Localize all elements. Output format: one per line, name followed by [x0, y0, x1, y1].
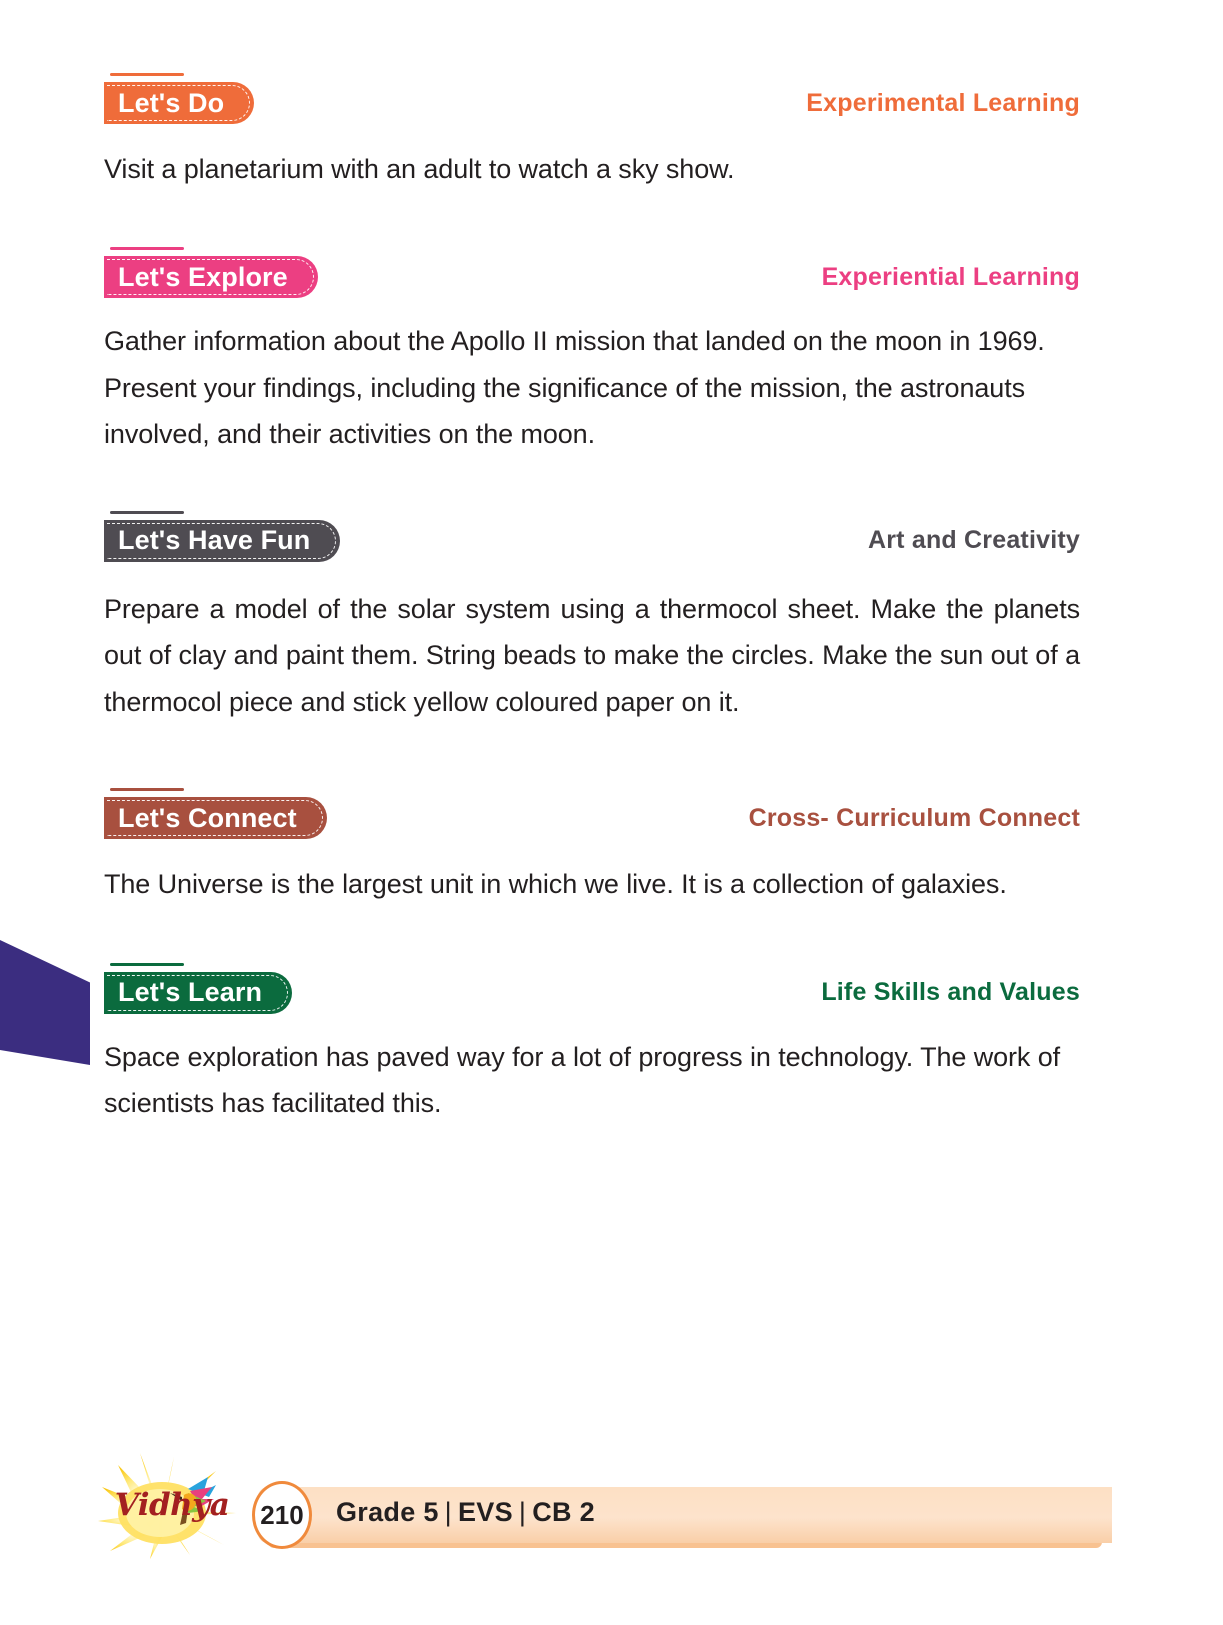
badge-lets-do[interactable] — [104, 82, 254, 124]
badge-tick-icon — [110, 963, 184, 966]
category-label-lets-explore: Experiential Learning — [821, 262, 1080, 291]
section-header — [104, 968, 1080, 1018]
page-number: 210 — [252, 1481, 312, 1549]
body-text-lets-explore: Gather information about the Apollo II mission that landed on the moon in 1969. Present your findings, including the significance of the mission, the astronauts involved, and their activities on the moon. — [104, 326, 1045, 450]
vidhya-logo — [96, 1451, 248, 1559]
section-lets-do — [104, 78, 1080, 192]
section-header — [104, 78, 1080, 128]
category-label-lets-have-fun: Art and Creativity — [868, 526, 1080, 555]
section-lets-explore — [104, 252, 1080, 457]
category-label-lets-learn: Life Skills and Values — [821, 978, 1080, 1006]
badge-tick-icon — [110, 247, 184, 250]
category-label-lets-connect: Cross- Curriculum Connect — [748, 803, 1080, 832]
footer-separator-2: | — [518, 1497, 527, 1527]
badge-pill — [104, 972, 292, 1014]
section-header — [104, 252, 1080, 302]
badge-tick-icon — [110, 73, 184, 76]
badge-lets-explore[interactable] — [104, 256, 318, 298]
badge-lets-connect[interactable] — [104, 797, 327, 839]
section-lets-have-fun — [104, 516, 1080, 725]
badge-lets-have-fun[interactable] — [104, 520, 340, 562]
badge-label: Let's Connect — [118, 802, 297, 833]
section-lets-connect — [104, 793, 1080, 907]
footer-grade: Grade 5 — [336, 1497, 439, 1527]
page-content — [104, 0, 1080, 1126]
badge-label: Let's Do — [118, 87, 225, 118]
footer-subject: EVS — [457, 1497, 513, 1527]
badge-lets-learn[interactable] — [104, 972, 292, 1014]
badge-pill — [104, 82, 254, 124]
page-footer — [0, 1449, 1223, 1559]
body-text-lets-have-fun: Prepare a model of the solar system using a thermocol sheet. Make the planets out of clay and paint them. String beads to make the circles. Make the sun out of a thermocol piece and stick yellow coloured paper on it. — [104, 593, 1080, 717]
footer-book: CB 2 — [532, 1497, 595, 1527]
logo-wordmark: Vidhya — [114, 1487, 230, 1523]
badge-pill — [104, 520, 340, 562]
body-text-lets-learn: Space exploration has paved way for a lot of progress in technology. The work of scientists has facilitated this. — [104, 1041, 1061, 1118]
badge-tick-icon — [110, 788, 184, 791]
section-header — [104, 793, 1080, 843]
badge-tick-icon — [110, 511, 184, 514]
section-header — [104, 516, 1080, 566]
badge-pill — [104, 256, 318, 298]
section-lets-learn — [104, 968, 1080, 1127]
badge-label: Let's Explore — [118, 261, 288, 292]
badge-label: Let's Learn — [118, 977, 263, 1007]
category-label-lets-do: Experimental Learning — [806, 88, 1080, 117]
footer-caption — [336, 1497, 595, 1528]
footer-separator-1: | — [444, 1497, 452, 1527]
decorative-purple-wedge — [0, 940, 90, 1065]
body-text-lets-connect: The Universe is the largest unit in which we live. It is a collection of galaxies. — [104, 869, 1007, 900]
body-text-lets-do: Visit a planetarium with an adult to watch a sky show. — [104, 154, 735, 184]
badge-label: Let's Have Fun — [118, 525, 311, 556]
badge-pill — [104, 797, 327, 839]
